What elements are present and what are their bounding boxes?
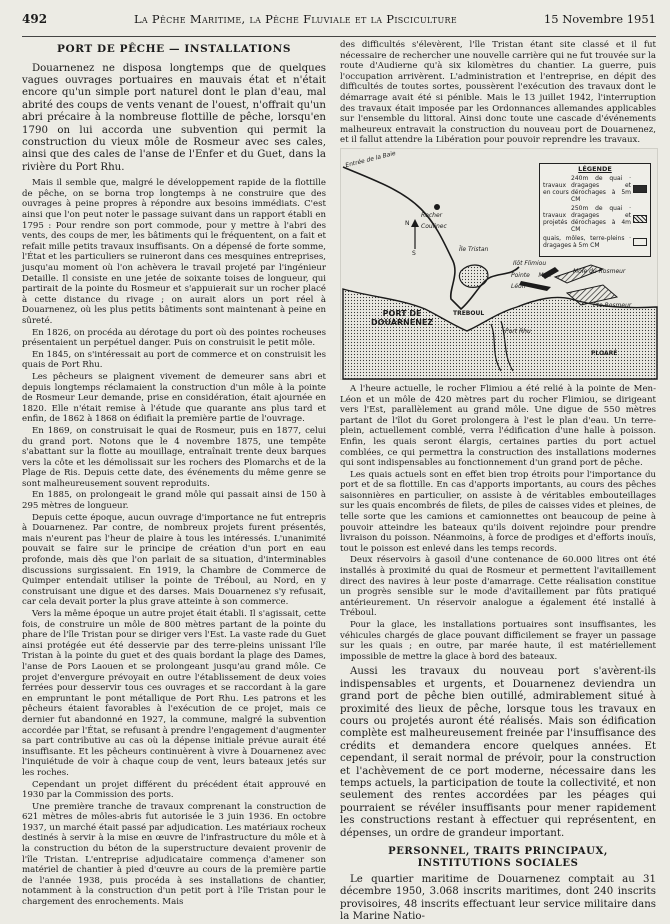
section2-paragraph: Le quartier maritime de Douarnenez comptait au 31 décembre 1950, 3.068 inscrits maritimes, dont 240 inscrits provisoires, 48 inscrits effectuant leur service militaire dans la Marine Natio- xyxy=(340,874,656,923)
running-head xyxy=(22,12,656,37)
legend-swatch xyxy=(633,215,647,223)
paragraph: Une première tranche de travaux comprenant la construction de 621 mètres de môles-abris fut autorisée le 3 juin 1936. En octobre 1937, un marché était passé par adjudication. Les matériaux rocheux destinés à servir à la mise en œuvre de l'infrastructure du môle et à la construction du béton de la superstructure devaient provenir de l'île Tristan. L'entreprise adjudicataire commença d'amener son matériel de chantier à pied d'œuvre au cours de la première partie de l'année 1938, puis procéda à ses installations de chantier, notamment à la construction d'un petit port à l'île Tristan pour le chargement des enrochements. Mais xyxy=(22,801,326,908)
paragraph: Depuis cette époque, aucun ouvrage d'importance ne fut entrepris à Douarnenez. Par contre, de nombreux projets furent présentés, mais n'eurent pas l'heur de plaire à tous les intéressés. L'unanimité pouvait se faire sur le principe de création d'un port en eau profonde, mais dès que l'on parlait de sa situation, d'interminables discussions surgissaient. En 1919, la Chambre de Commerce de Quimper entendait utiliser la pointe de Tréboul, au Nord, en y construisant une digue et des darses. Mais Douarnenez s'y refusait, car cela devait porter la plus grave atteinte à son commerce. xyxy=(22,512,326,608)
map-title-line2: DOUARNENEZ xyxy=(371,317,434,327)
paragraph: En 1845, on s'intéressait au port de commerce et on construisit les quais de Port Rhu. xyxy=(22,349,326,371)
legend-row xyxy=(543,175,647,203)
map-label-mole: Môle du Rosmeur xyxy=(573,267,626,275)
paragraph: Cependant un projet différent du précédent était approuvé en 1930 par la Commission des ports. xyxy=(22,779,326,801)
map-title-line1: PORT DE xyxy=(382,308,422,318)
compass-arrow xyxy=(411,219,419,227)
right-column xyxy=(340,40,656,923)
map-label-ile: Île Tristan xyxy=(459,245,489,253)
legend-row xyxy=(543,235,647,249)
paragraph: des difficultés s'élevèrent, l'île Tristan étant site classé et il fut nécessaire de rechercher une nouvelle carrière qui ne fut trouvée sur la route d'Audierne qu'à six kilomètres du chantier. La guerre, puis l'occupation arrivèrent. L'administration et l'entreprise, en dépit des difficultés de toutes sortes, poussèrent l'exécution des travaux dont le démarrage avait été si pénible. Mais le 13 juillet 1942, l'interruption des travaux était imposée par les Ordonnances allemandes applicables sur l'ensemble du littoral. Ainsi donc toute une cascade d'événements malheureux entravait la construction du nouveau port de Douarnenez, et il fallut attendre la Libération pour pouvoir reprendre les travaux. xyxy=(340,40,656,146)
map-label-rocher: Rocher Coulinec xyxy=(421,211,447,230)
legend-label: travaux en cours xyxy=(543,181,569,196)
paragraph: En 1869, on construisait le quai de Rosmeur, puis en 1877, celui du grand port. Notons que le 4 novembre 1875, une tempête s'abattant sur la flotte au mouillage, entraînait trente deux barques vers la côte et les démolissait sur les rochers des Plomarchs et de la Plage de Ris. Depuis cette date, des événements du même genre se sont malheureusement souvent reproduits. xyxy=(22,425,326,489)
map-legend xyxy=(539,163,651,257)
legend-title: LÉGENDE xyxy=(578,164,612,173)
paragraph: Les pêcheurs se plaignent vivement de demeurer sans abri et depuis longtemps réclamaient la construction d'un môle à la pointe de Rosmeur Leur demande, prise en considération, était ajournée en 1820. Elle n'était remise à l'étude que quarante ans plus tard et enfin, de 1862 à 1868 on édifiait la première partie de l'ouvrage. xyxy=(22,371,326,425)
section2-title xyxy=(340,846,656,870)
map-label-port-rhu: Port Rhu xyxy=(505,327,531,335)
section-title: PORT DE PÊCHE — INSTALLATIONS xyxy=(56,43,292,55)
legend-note: 250m de quai · dragages et dérochages à 4m CM xyxy=(571,204,631,233)
ile-tristan xyxy=(459,265,487,287)
paragraph: Mais il semble que, malgré le développement rapide de la flottille de pêche, on se borna trop longtemps à ne construire que des ouvrages à peine propres à répondre aux besoins immédiats. C'est ainsi que l'on peut noter le passage suivant dans un rapport établi en 1795 : Pour rendre son port commode, pour y mettre à l'abri des vents, des coups de mer, les bâtiments qui le fréquentent, on a fait et refait mille petits travaux insuffisants. On a dépensé de forte somme, l'État et les particuliers se ruineront dans ces mesquines entreprises, jusqu'au moment où l'on achèvera le travail projeté par l'ingénieur Detaille. Il consiste en une jetée de soixante toises de longueur, qui partirait de la pointe du Rosmeur et s'appuierait sur un rocher placé à cette distance du rivage ; on aurait alors un port réel à Douarnenez, où les plus petits bâtiments sont maintenant à peine en sûreté. xyxy=(22,178,326,326)
section2-title-line2: INSTITUTIONS SOCIALES xyxy=(417,858,579,870)
paragraph: En 1885, on prolongeait le grand môle qui passait ainsi de 150 à 295 mètres de longueur. xyxy=(22,490,326,512)
paragraph: Les quais actuels sont en effet bien trop étroits pour l'importance du port et de sa flottille. En cas d'apports importants, au cours des pêches saisonnières en particulier, on assiste à de véritables embouteillages sur les quais encombrés de filets, de piles de caisses vides et pleines, de telle sorte que les camions et camionnettes ont beaucoup de peine à pouvoir atteindre les bateaux qu'ils doivent rejoindre pour prendre livraison du poisson. Néanmoins, à force de prodiges et d'efforts inouïs, tout le poisson est enlevé dans les temps records. xyxy=(340,469,656,554)
paragraph: A l'heure actuelle, le rocher Flimiou a été relié à la pointe de Men-Léon et un môle de 420 mètres part du rocher Flimiou, se dirigeant vers l'Est, parallèlement au grand môle. Une digue de 550 mètres partant de l'îlot du Goret prolongera à l'est le plan d'eau. Un terre-plein, actuellement comblé, verra l'édification d'une halle à poisson. Enfin, les quais seront élargis, certaines parties du port actuel comblées, ce qui permettra la construction des installations modernes qui sont indispensables au fonctionnement d'un grand port de pêche. xyxy=(340,383,656,469)
legend-swatch xyxy=(633,238,647,246)
legend-note: 240m de quai · dragages et dérochages à 5m CM xyxy=(571,174,631,203)
coastline-north xyxy=(343,167,519,309)
rocher-coulinec xyxy=(434,204,440,210)
map-label-entree: Entrée de la Baie xyxy=(344,149,397,170)
compass-n: N xyxy=(405,219,410,227)
map-label-rosmeur: Pte Rosmeur xyxy=(593,301,632,309)
legend-swatch xyxy=(633,185,647,193)
closing-paragraph: Aussi les travaux du nouveau port s'avèrent-ils indispensables et urgents, et Douarnenez deviendra un grand port de pêche bien outillé, admirablement situé à proximité des lieux de pêche, lorsque tous les travaux en cours ou projetés auront été réalisés. Mais son édification complète est malheureusement freinée par l'insuffisance des crédits et demandera encore quelques années. Et cependant, il serait normal de prévoir, pour la construction et l'achèvement de ce port moderne, nécessaire dans les temps actuels, la participation de toute la collectivité, et non seulement des rentes accordées par les péages qui pourraient se révéler insuffisants pour mener rapidement les constructions restant à effectuer qui représentent, en dépenses, un ordre de grandeur important. xyxy=(340,666,656,839)
legend-label: travaux projetés xyxy=(543,211,568,226)
paragraph: Vers la même époque un autre projet était établi. Il s'agissait, cette fois, de construire un môle de 800 mètres partant de la pointe du phare de l'île Tristan pour se diriger vers l'Est. La vaste rade du Guet ainsi protégée eut été desservie par des terre-pleins unissant l'île Tristan à la pointe du guet et des quais bordant la plage des Dames, l'anse de Pors Laouen et se prolongeant jusqu'au grand môle. Ce projet d'envergure prévoyait en outre l'établissement de deux voies ferrées pour desservir tous ces ouvrages et se raccordant à la gare en empruntant le pont métallique de Port Rhu. Les patrons et les pêcheurs étaient favorables à l'exécution de ce projet, mais ce dernier fut abandonné en 1927, la commune, malgré la subvention accordée par l'État, se refusant à prendre l'engagement d'augmenter sa part contributive au cas où la dépense initiale prévue aurait été insuffisante. Et les pêcheurs continuèrent à vivre à Douarnenez avec l'inquiétude de voir à chaque coup de vent, leurs bateaux jetés sur les roches. xyxy=(22,609,326,778)
paragraph: Pour la glace, les installations portuaires sont insuffisantes, les véhicules chargés de glace pouvant difficilement se frayer un passage sur les quais ; en outre, par marée haute, il est matériellement impossible de mettre la glace à bord des bateaux. xyxy=(340,620,656,662)
left-column xyxy=(22,40,326,908)
legend-note: quais, môles, terre-pleins · dragages à 5m CM xyxy=(543,234,631,249)
journal-title: La Pêche Maritime, la Pêche Fluviale et la Pisciculture xyxy=(133,12,458,26)
section2-title-line1: PERSONNEL, TRAITS PRINCIPAUX, xyxy=(388,846,608,858)
paragraph: Deux réservoirs à gasoil d'une contenance de 60.000 litres ont été installés à proximité du quai de Rosmeur et permettent l'avitaillement direct des navires à leur poste d'amarrage. Cette réalisation constitue un progrès sensible sur le mode d'avitaillement par fûts pratiqué antérieurement. Un réservoir analogue a également été installé à Tréboul. xyxy=(340,555,656,619)
map-title xyxy=(371,309,433,327)
page-number: 492 xyxy=(22,12,48,26)
paragraph: En 1826, on procéda au dérotage du port où des pointes rocheuses présentaient un perpétuel danger. Puis on construisit le petit môle. xyxy=(22,327,326,349)
legend-row xyxy=(543,205,647,233)
map-label-ploare: PLOARÉ xyxy=(591,349,618,357)
map-label-men: Pointe Men Léon xyxy=(511,271,551,290)
harbour-map xyxy=(340,148,658,380)
issue-date: 15 Novembre 1951 xyxy=(543,12,656,26)
map-label-flimiou: Ilôt Flimiou xyxy=(513,259,547,267)
map-label-treboul: TREBOUL xyxy=(453,309,485,317)
compass-s: S xyxy=(412,249,416,257)
lead-paragraph: Douarnenez ne disposa longtemps que de quelques vagues ouvrages portuaires en mauvais état et n'était encore qu'un simple port naturel dont le plan d'eau, mal abrité des coups de vents venant de l'ouest, n'offrait qu'un abri précaire à la nombreuse flottille de pêche, lorsqu'en 1790 on lui accorda une subvention qui permit la construction du vieux môle de Rosmeur avec ses cales, ainsi que des cales de l'anse de l'Enfer et du Guet, dans la rivière du Port Rhu. xyxy=(22,62,326,173)
